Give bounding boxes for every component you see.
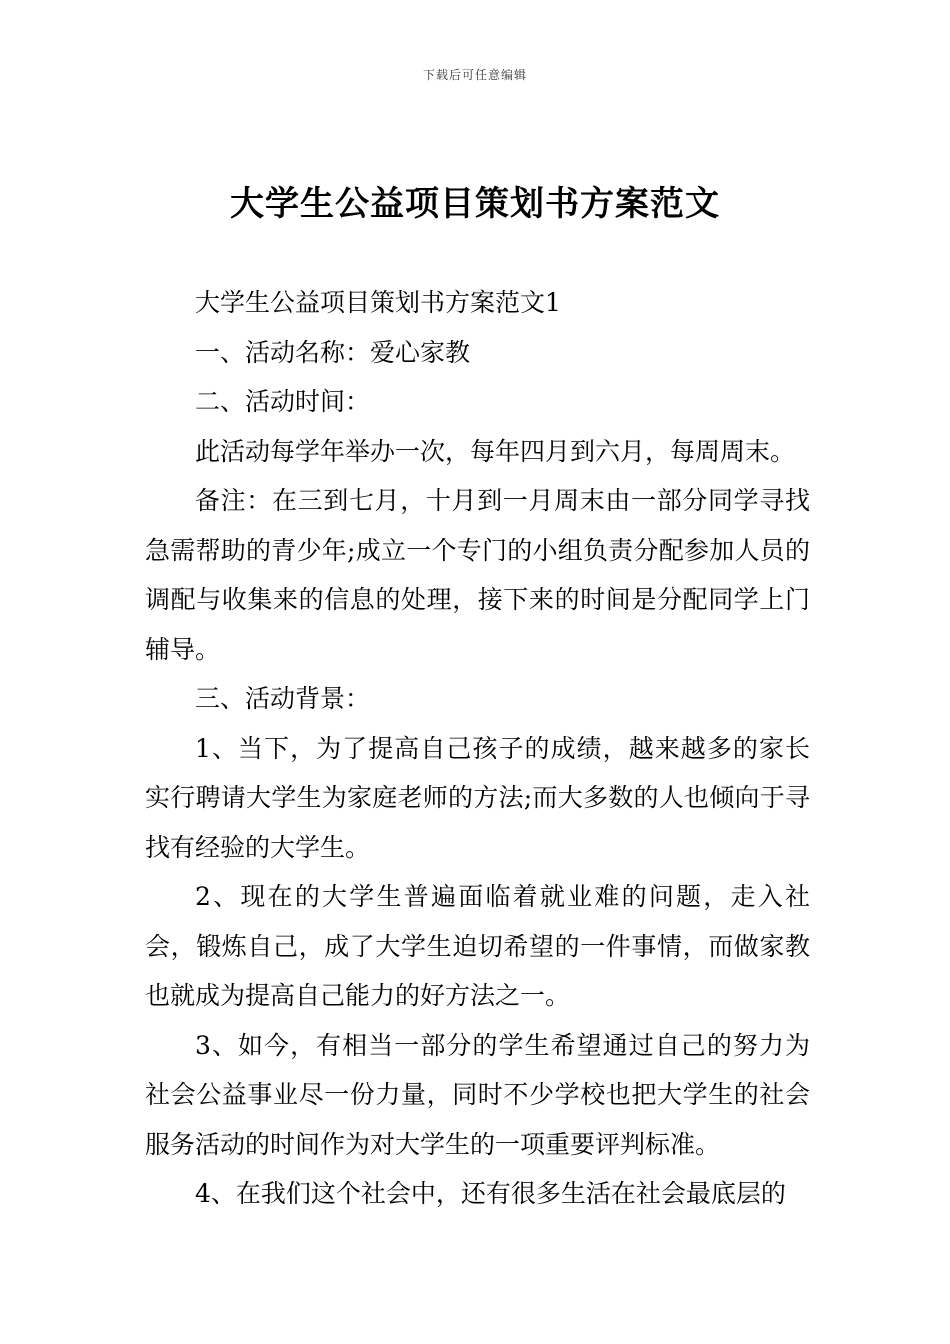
document-title: 大学生公益项目策划书方案范文 [230,184,720,224]
paragraph-background-2: 2、现在的大学生普遍面临着就业难的问题，走入社会，锻炼自己，成了大学生迫切希望的一件事情，而做家教也就成为提高自己能力的好方法之一。 [145,882,810,1010]
paragraph-background-heading: 三、活动背景： [195,684,371,713]
paragraph-remark: 备注：在三到七月，十月到一月周末由一部分同学寻找急需帮助的青少年;成立一个专门的小组负责分配参加人员的调配与收集来的信息的处理，接下来的时间是分配同学上门辅导。 [145,486,810,664]
paragraph-background-4: 4、在我们这个社会中，还有很多生活在社会最底层的 [195,1179,786,1208]
paragraph-activity-time: 此活动每学年举办一次，每年四月到六月，每周周末。 [195,436,796,466]
document-body [145,278,810,1219]
paragraph-activity-name: 一、活动名称：爱心家教 [195,337,471,367]
paragraph-background-1: 1、当下，为了提高自己孩子的成绩，越来越多的家长实行聘请大学生为家庭老师的方法;而大多数的人也倾向于寻找有经验的大学生。 [145,733,810,862]
header-note: 下载后可任意编辑 [422,68,527,82]
paragraph-subtitle: 大学生公益项目策划书方案范文1 [195,288,561,317]
paragraph-activity-time-heading: 二、活动时间： [195,387,371,416]
paragraph-background-3: 3、如今，有相当一部分的学生希望通过自己的努力为社会公益事业尽一份力量，同时不少学校也把大学生的社会服务活动的时间作为对大学生的一项重要评判标准。 [145,1030,810,1159]
